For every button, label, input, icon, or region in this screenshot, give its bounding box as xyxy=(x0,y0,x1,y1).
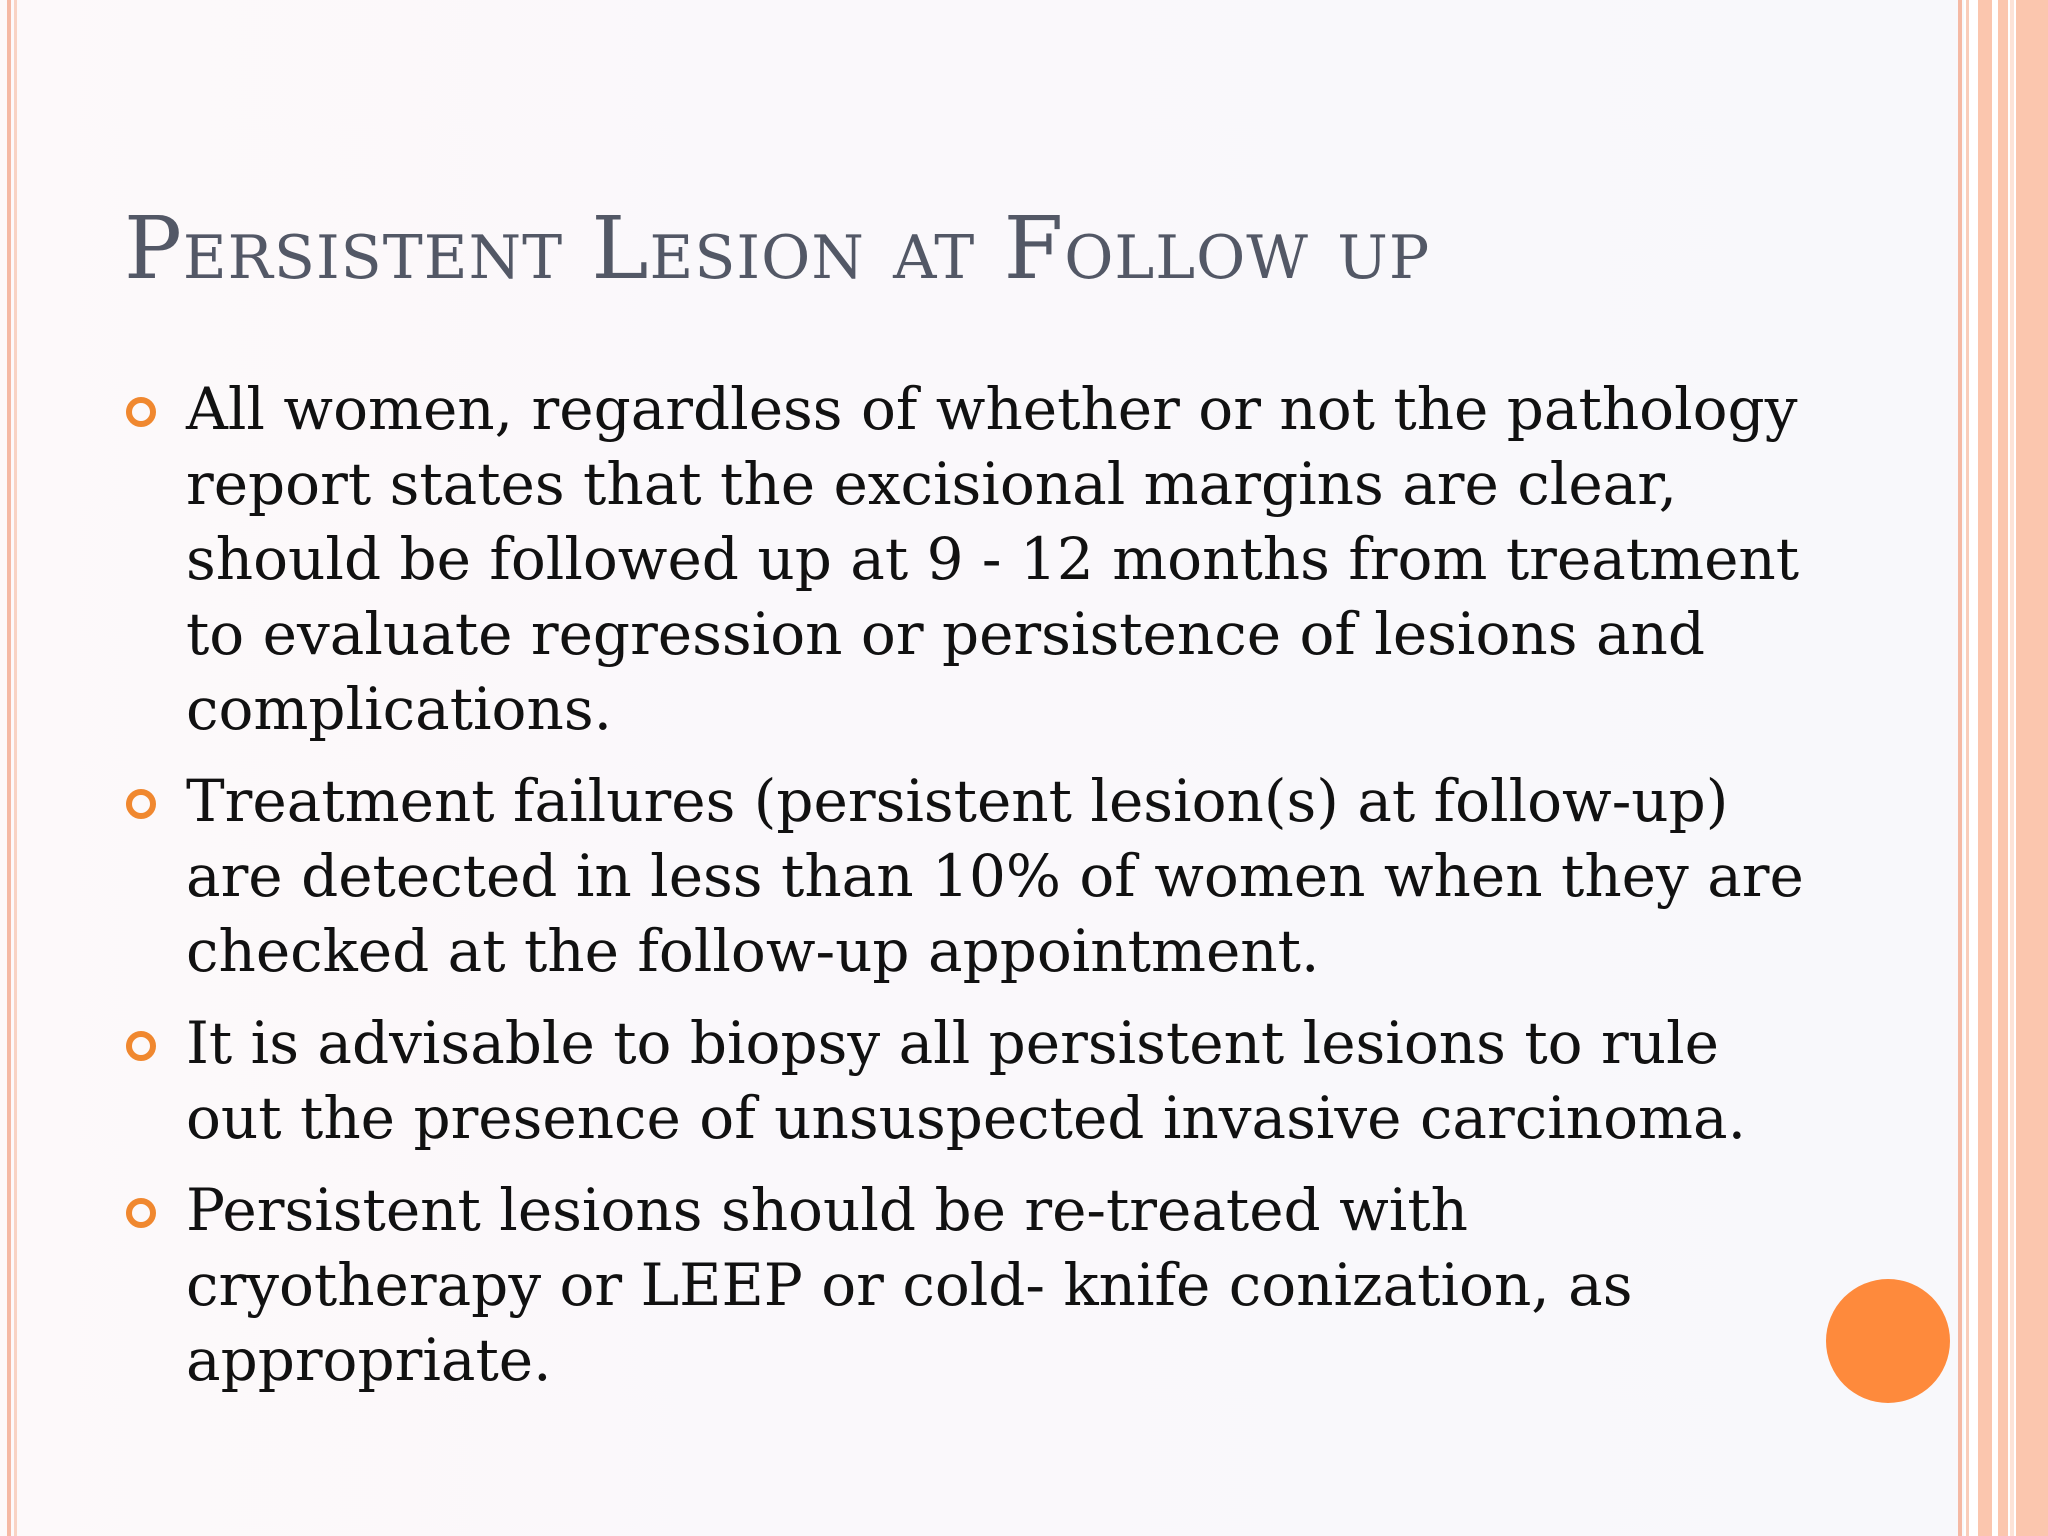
hollow-circle-bullet-icon xyxy=(126,397,156,427)
list-item xyxy=(126,1173,1806,1398)
left-border-line xyxy=(7,0,11,1536)
slide-title: Persistent Lesion at Follow up xyxy=(124,199,1431,299)
right-border-line-inner xyxy=(1966,0,1969,1536)
orange-circle-icon xyxy=(1826,1279,1950,1403)
bullet-list xyxy=(126,372,1806,1415)
right-border-gap xyxy=(2010,0,2014,1536)
bullet-text: Persistent lesions should be re-treated with cryotherapy or LEEP or cold- knife conization, as appropriate. xyxy=(186,1176,1633,1394)
bullet-text: Treatment failures (persistent lesion(s) at follow-up) are detected in less than 10% of women when they are checked at the follow-up appointment. xyxy=(186,767,1804,985)
list-item xyxy=(126,764,1806,989)
right-border-line xyxy=(1958,0,1962,1536)
bullet-text: All women, regardless of whether or not the pathology report states that the excisional margins are clear, should be followed up at 9 - 12 months from treatment to evaluate regression or persistence of lesions and complications. xyxy=(186,375,1800,743)
right-border-band xyxy=(1998,0,2008,1536)
list-item xyxy=(126,372,1806,747)
right-border-band xyxy=(1978,0,1992,1536)
list-item xyxy=(126,1006,1806,1156)
bullet-text: It is advisable to biopsy all persistent lesions to rule out the presence of unsuspected invasive carcinoma. xyxy=(186,1009,1747,1152)
hollow-circle-bullet-icon xyxy=(126,789,156,819)
left-border-line-inner xyxy=(14,0,17,1536)
right-border-band xyxy=(2016,0,2048,1536)
hollow-circle-bullet-icon xyxy=(126,1031,156,1061)
hollow-circle-bullet-icon xyxy=(126,1198,156,1228)
